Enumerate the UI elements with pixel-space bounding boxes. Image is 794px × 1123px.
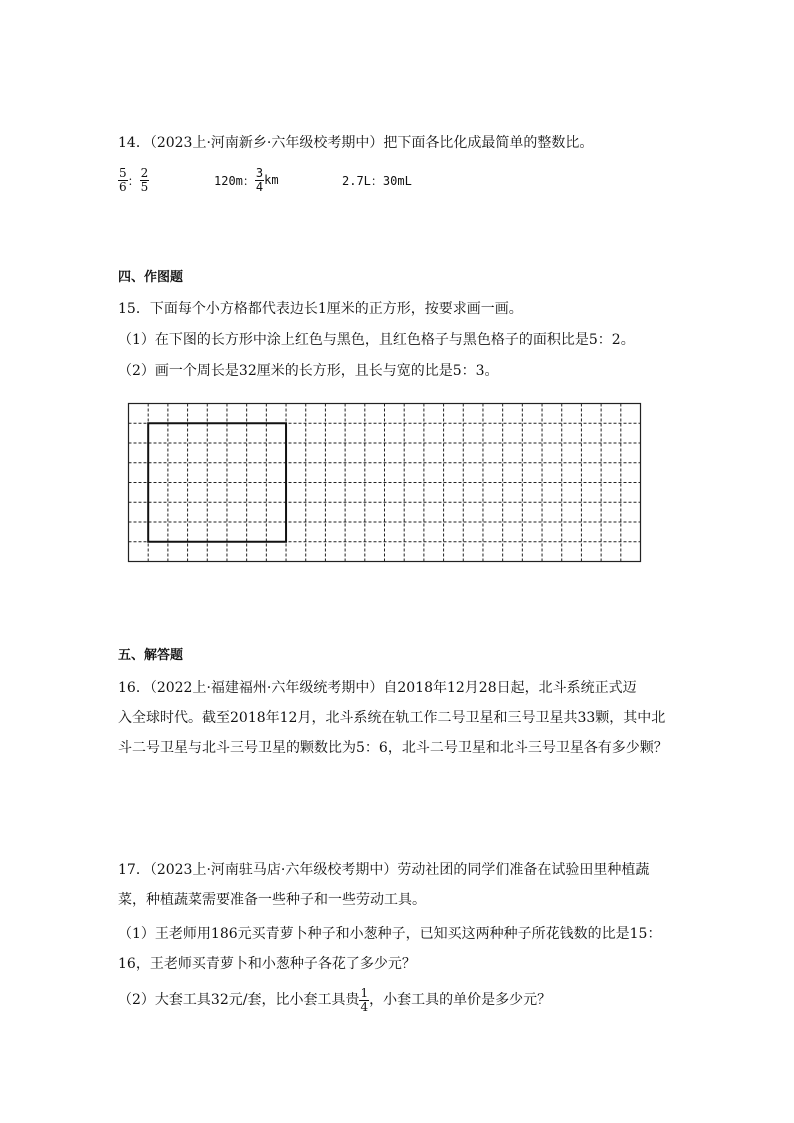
question-15-prompt: 15．下面每个小方格都代表边长1厘米的正方形，按要求画一画。 [118,301,523,317]
question-17-line: 菜，种植蔬菜需要准备一些种子和一些劳动工具。 [118,892,426,908]
section-title-answers: 五、解答题 [118,648,184,663]
fraction: $\frac{3}{4}$ [255,165,264,194]
ratio-expression-3: 2.7L：30mL [342,173,412,188]
question-17-part-1-line: 16，王老师买青萝卜和小葱种子各花了多少元？ [118,956,416,972]
question-16-line: 斗二号卫星与北斗三号卫星的颗数比为5：6，北斗二号卫星和北斗三号卫星各有多少颗？ [118,740,668,756]
question-17-part-1-line: （1）王老师用186元买青萝卜种子和小葱种子，已知买这两种种子所花钱数的比是15： [118,926,662,942]
fraction: $\frac{2}{5}$ [140,165,149,194]
question-16 [118,673,678,763]
question-16-line: 入全球时代。截至2018年12月，北斗系统在轨工作二号卫星和三号卫星共33颗，其中北 [118,710,666,726]
fraction: $\frac{5}{6}$ [119,165,127,194]
question-15-part-2: （2）画一个周长是32厘米的长方形，且长与宽的比是5：3。 [118,363,499,379]
fraction: $\frac{1}{4}$ [360,985,369,1014]
question-15-part-1: （1）在下图的长方形中涂上红色与黑色，且红色格子与黑色格子的面积比是5：2。 [118,332,635,348]
section-title-drawing: 四、作图题 [118,270,184,285]
question-14-prompt: 14．（2023上·河南新乡·六年级校考期中）把下面各比化成最简单的整数比。 [118,135,594,151]
ratio-expression-2: 120m： $\frac{3}{4}$ km [214,165,279,194]
question-17-line: 17．（2023上·河南驻马店·六年级校考期中）劳动社团的同学们准备在试验田里种植蔬 [118,862,650,878]
drawing-grid[interactable] [127,402,643,564]
question-17-part-2: （2）大套工具32元/套，比小套工具贵 $\frac{1}{4}$ ，小套工具的单价是多少元？ [118,985,552,1014]
question-17 [118,855,678,1015]
question-16-line: 16．（2022上·福建福州·六年级统考期中）自2018年12月28日起，北斗系统正式迈 [118,680,637,696]
ratio-expression-1: $\frac{5}{6}$ ： $\frac{2}{5}$ [119,165,149,194]
